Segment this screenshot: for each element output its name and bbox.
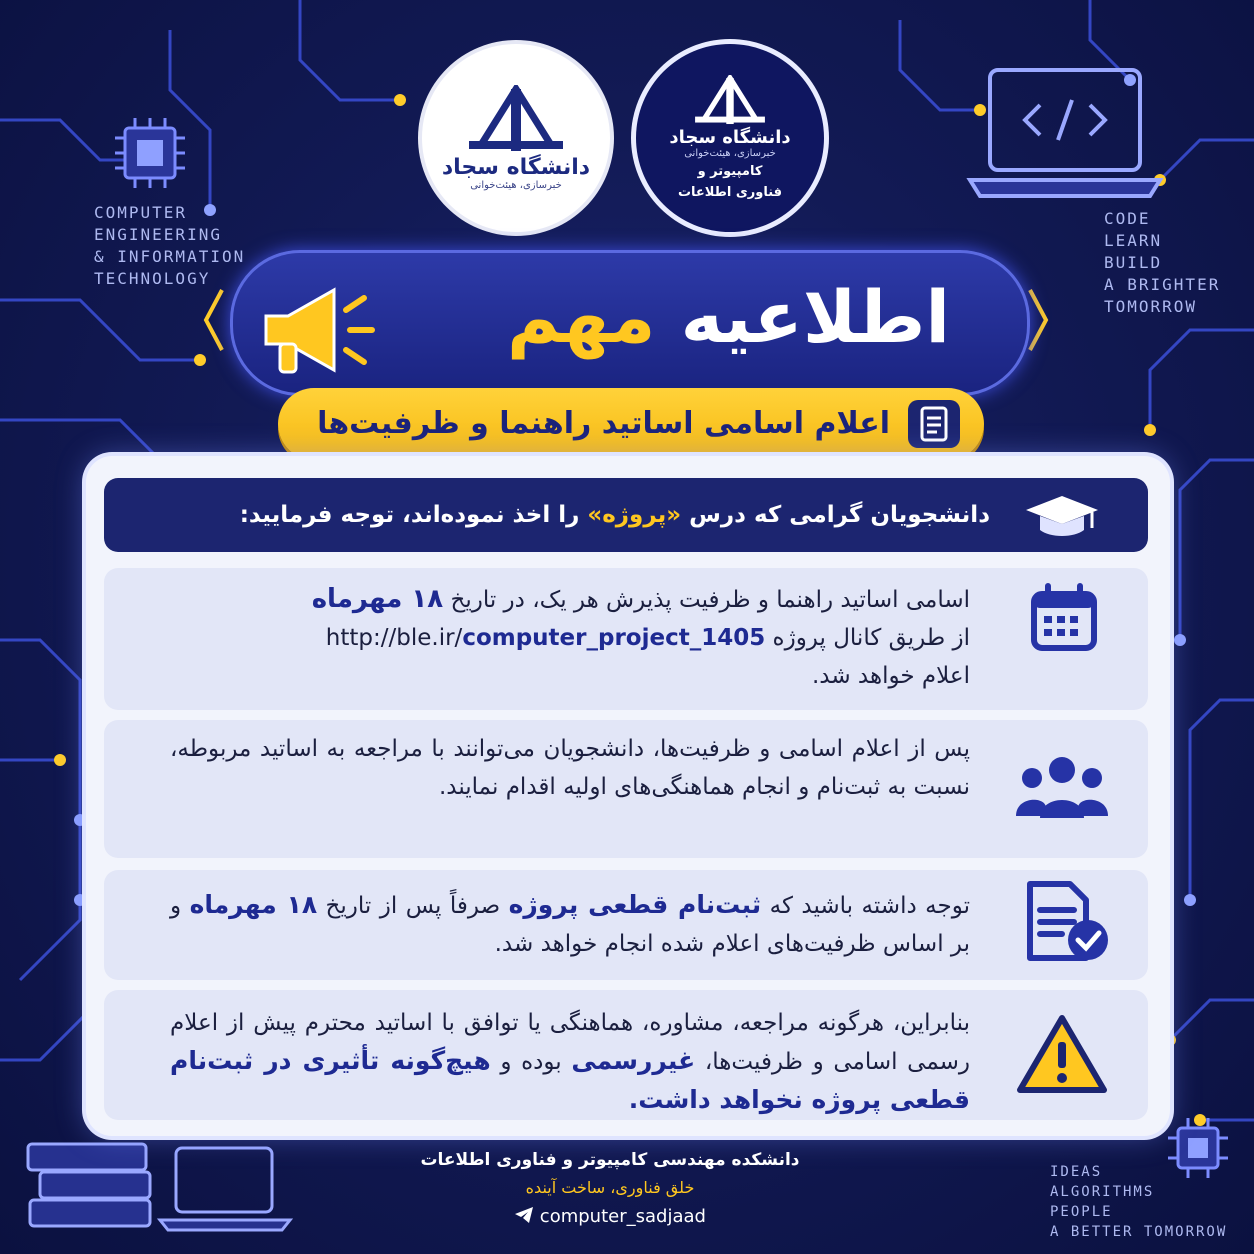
users-group-icon xyxy=(1014,752,1110,824)
warning-icon xyxy=(1014,1012,1110,1096)
item1-date: ۱۸ مهرماه xyxy=(311,584,444,614)
subtitle: اعلام اسامی اساتید راهنما و ظرفیت‌ها xyxy=(317,406,890,441)
item3-bold: ۱۸ مهرماه xyxy=(189,890,318,919)
intro-text-part: دانشجویان گرامی که درس xyxy=(681,502,990,528)
right-tagline xyxy=(1104,208,1220,318)
intro-highlight: «پروژه» xyxy=(587,502,682,528)
university-motto: خبرسازی، هیئت‌خوانی xyxy=(470,180,562,191)
intro-text-part: را اخذ نموده‌اند، توجه فرمایید: xyxy=(239,502,588,528)
calendar-icon xyxy=(1028,582,1100,654)
faculty-name-line1: کامپیوتر و xyxy=(697,164,763,179)
left-tagline-line: ENGINEERING xyxy=(94,225,222,244)
faculty-motto: خبرسازی، هیئت‌خوانی xyxy=(684,148,776,159)
university-emblem-icon xyxy=(461,85,571,155)
item4-part: بوده و xyxy=(490,1049,572,1075)
clipboard-icon xyxy=(906,398,962,450)
university-logo xyxy=(422,44,610,232)
right-tagline-line: LEARN xyxy=(1104,231,1163,250)
right-tagline-line: A BRIGHTER xyxy=(1104,275,1221,294)
bottom-tagline-line: ALGORITHMS xyxy=(1050,1184,1155,1200)
faculty-logo xyxy=(636,44,824,232)
item4-bold: غیررسمی xyxy=(571,1046,696,1075)
faculty-university-name: دانشگاه سجاد xyxy=(669,127,791,148)
university-name: دانشگاه سجاد xyxy=(441,155,591,180)
bottom-tagline-line: IDEAS xyxy=(1050,1164,1103,1180)
footer xyxy=(400,1150,820,1234)
megaphone-icon xyxy=(256,280,376,380)
footer-faculty: دانشکده مهندسی کامپیوتر و فناوری اطلاعات xyxy=(420,1150,800,1170)
faculty-emblem-icon xyxy=(685,75,775,127)
bottom-tagline-line: A BETTER TOMORROW xyxy=(1050,1224,1228,1240)
bottom-right-tagline xyxy=(1050,1162,1227,1242)
chip-icon xyxy=(115,118,185,188)
title-word-important: مهم xyxy=(506,275,656,359)
item3-bold: ثبت‌نام قطعی پروژه xyxy=(508,890,762,919)
link-handle: computer_project_1405 xyxy=(462,625,766,651)
project-channel-link[interactable] xyxy=(326,625,765,651)
left-tagline xyxy=(94,202,245,290)
laptop-icon xyxy=(160,1148,290,1230)
left-tagline-line: TECHNOLOGY xyxy=(94,269,211,288)
footer-handle: computer_sadjaad xyxy=(539,1206,706,1227)
intro-text xyxy=(150,478,990,552)
faculty-name-line2: فناوری اطلاعات xyxy=(677,185,783,200)
title-word-announcement: اطلاعیه xyxy=(680,275,950,359)
document-check-icon xyxy=(1022,880,1112,964)
item1-part: اسامی اساتید راهنما و ظرفیت پذیرش هر یک، در تاریخ xyxy=(443,587,970,613)
right-tagline-line: CODE xyxy=(1104,209,1151,228)
footer-slogan: خلق فناوری، ساخت آینده xyxy=(525,1178,695,1197)
item3-text xyxy=(170,886,970,963)
item4-text xyxy=(170,1004,970,1120)
item3-part: و بر اساس ظرفیت‌های اعلام شده انجام خواهد شد. xyxy=(170,893,970,957)
item4-bold: هیچ‌گونه تأثیری در ثبت‌نام قطعی پروژه نخواهد داشت. xyxy=(170,1046,970,1114)
link-prefix: http://ble.ir/ xyxy=(325,625,463,651)
footer-channel[interactable] xyxy=(400,1206,820,1234)
item1-text xyxy=(170,580,970,695)
books-icon xyxy=(28,1144,150,1226)
item1-part: اعلام خواهد شد. xyxy=(811,663,970,689)
item4-part: بنابراین، هرگونه مراجعه، مشاوره، هماهنگی یا توافق با اساتید محترم پیش از اعلام رسمی اسامی و ظرفیت‌ها، xyxy=(170,1010,971,1075)
right-tagline-line: TOMORROW xyxy=(1104,297,1198,316)
left-tagline-line: & INFORMATION xyxy=(94,247,246,266)
page-title xyxy=(390,262,950,372)
laptop-code-icon xyxy=(970,70,1160,196)
left-tagline-line: COMPUTER xyxy=(94,203,188,222)
right-tagline-line: BUILD xyxy=(1104,253,1163,272)
telegram-icon xyxy=(514,1206,534,1224)
item3-part: صرفاً پس از تاریخ xyxy=(317,893,509,919)
graduation-cap-icon xyxy=(1022,492,1102,542)
item1-part: از طریق کانال پروژه xyxy=(765,625,970,651)
item2-text: پس از اعلام اسامی و ظرفیت‌ها، دانشجویان می‌توانند با مراجعه به اساتید مربوطه، نسبت به ثبت‌نام و انجام هماهنگی‌های اولیه اقدام نمایند. xyxy=(170,736,970,800)
bottom-tagline-line: PEOPLE xyxy=(1050,1204,1113,1220)
item3-part: توجه داشته باشید که xyxy=(761,893,970,919)
